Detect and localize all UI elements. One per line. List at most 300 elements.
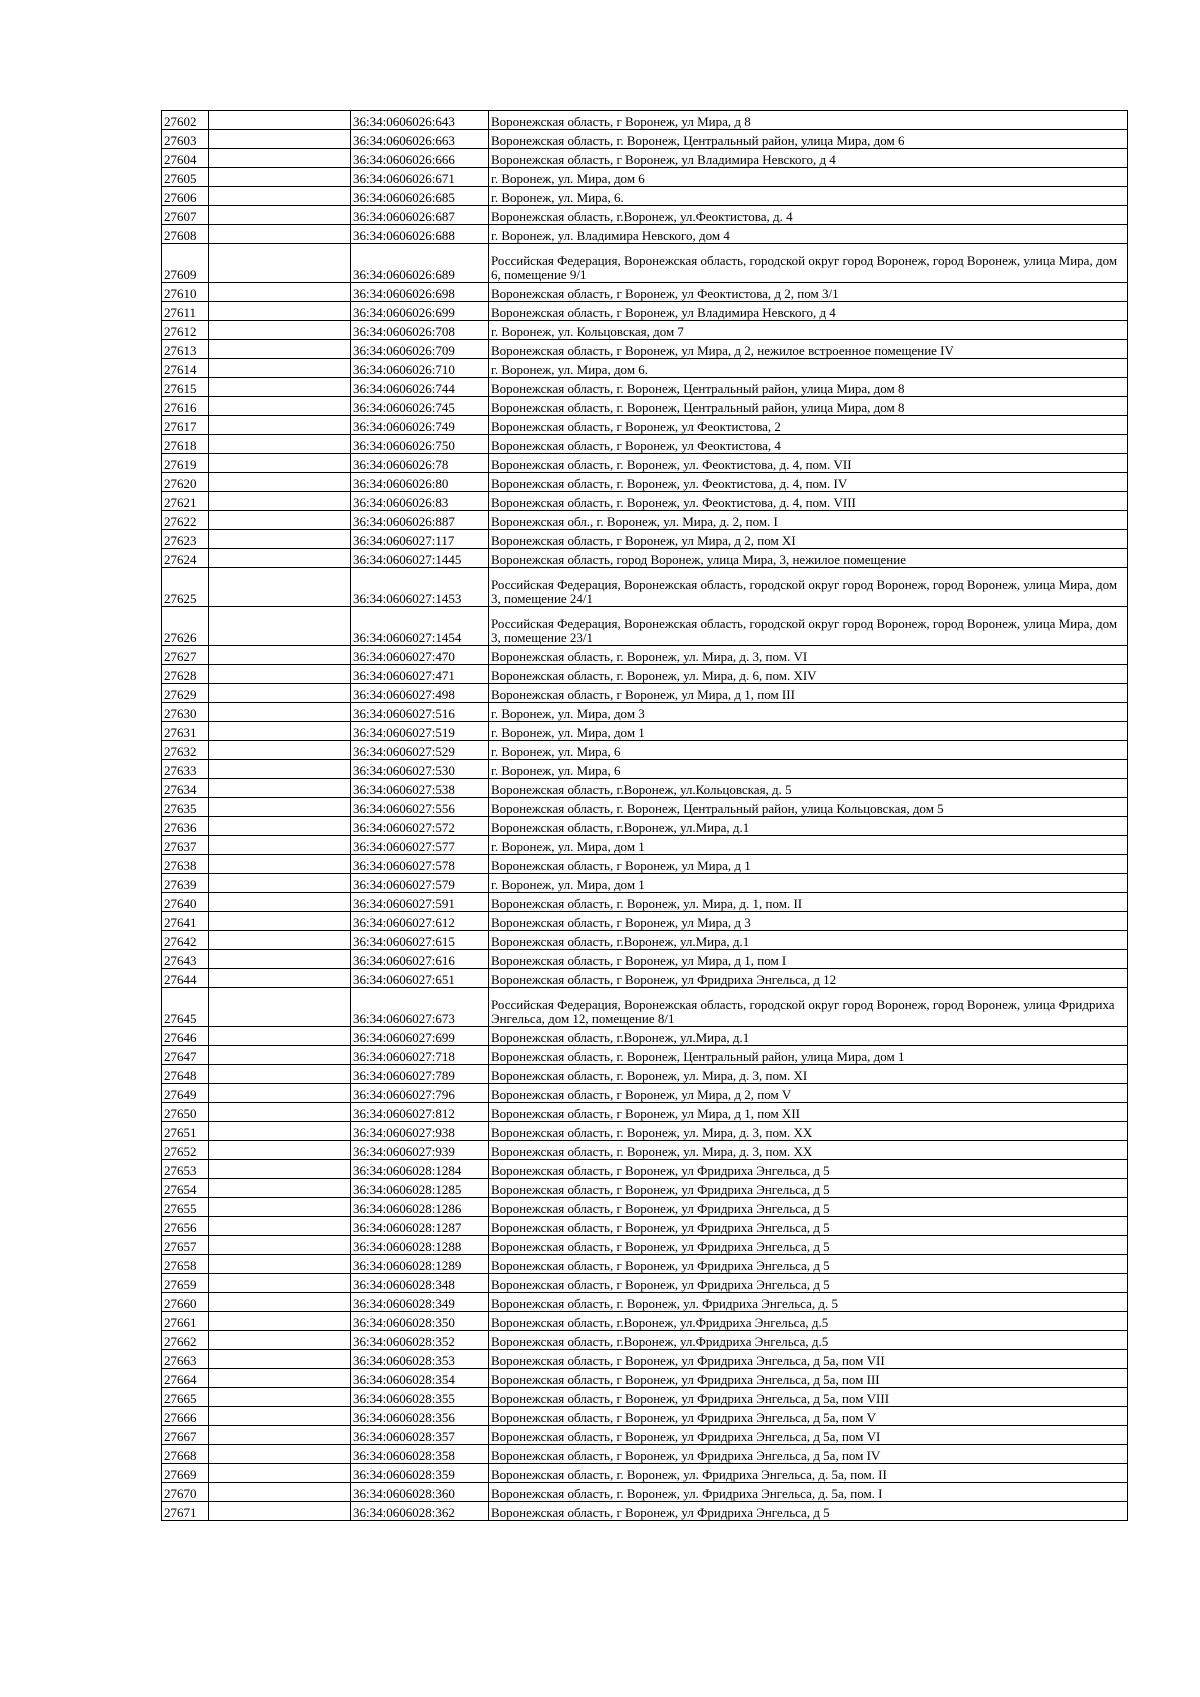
table-row <box>162 1084 1128 1103</box>
empty-cell <box>209 473 351 492</box>
table-row <box>162 836 1128 855</box>
address-cell: Воронежская область, г Воронеж, ул Фридриха Энгельса, д 5 <box>489 1236 1128 1255</box>
address-cell: Воронежская область, г Воронеж, ул Мира, д 2, пом V <box>489 1084 1128 1103</box>
empty-cell <box>209 684 351 703</box>
row-number-cell: 27643 <box>162 950 209 969</box>
address-cell: Воронежская область, г Воронеж, ул Фридриха Энгельса, д 5а, пом VII <box>489 1350 1128 1369</box>
cadastral-number-cell: 36:34:0606028:352 <box>351 1331 489 1350</box>
address-cell: Воронежская область, г. Воронеж, ул. Мира, д. 3, пом. XX <box>489 1141 1128 1160</box>
empty-cell <box>209 607 351 646</box>
address-cell: Воронежская область, г Воронеж, ул Фридриха Энгельса, д 5 <box>489 1502 1128 1521</box>
table-row <box>162 1369 1128 1388</box>
empty-cell <box>209 149 351 168</box>
table-row <box>162 607 1128 646</box>
table-row <box>162 950 1128 969</box>
address-cell: Воронежская область, г. Воронеж, Центральный район, улица Мира, дом 8 <box>489 397 1128 416</box>
address-cell: Воронежская область, г.Воронеж, ул.Мира, д.1 <box>489 931 1128 950</box>
table-row <box>162 703 1128 722</box>
address-cell: Воронежская область, г. Воронеж, ул. Мира, д. 1, пом. II <box>489 893 1128 912</box>
table-row <box>162 1065 1128 1084</box>
row-number-cell: 27634 <box>162 779 209 798</box>
table-row <box>162 397 1128 416</box>
address-cell: Воронежская область, г.Воронеж, ул.Кольцовская, д. 5 <box>489 779 1128 798</box>
cadastral-number-cell: 36:34:0606027:699 <box>351 1027 489 1046</box>
row-number-cell: 27656 <box>162 1217 209 1236</box>
table-row <box>162 1122 1128 1141</box>
row-number-cell: 27659 <box>162 1274 209 1293</box>
empty-cell <box>209 492 351 511</box>
row-number-cell: 27610 <box>162 283 209 302</box>
address-cell: Воронежская область, г Воронеж, ул Фридриха Энгельса, д 5а, пом III <box>489 1369 1128 1388</box>
address-cell: Воронежская область, г.Воронеж, ул.Фридриха Энгельса, д.5 <box>489 1331 1128 1350</box>
address-cell: Воронежская область, г. Воронеж, ул. Фридриха Энгельса, д. 5 <box>489 1293 1128 1312</box>
address-cell: г. Воронеж, ул. Мира, дом 3 <box>489 703 1128 722</box>
address-cell: Воронежская область, г Воронеж, ул Феоктистова, 2 <box>489 416 1128 435</box>
empty-cell <box>209 874 351 893</box>
table-row <box>162 530 1128 549</box>
cadastral-number-cell: 36:34:0606027:470 <box>351 646 489 665</box>
row-number-cell: 27660 <box>162 1293 209 1312</box>
address-cell: Воронежская область, г. Воронеж, ул. Феоктистова, д. 4, пом. IV <box>489 473 1128 492</box>
row-number-cell: 27662 <box>162 1331 209 1350</box>
cadastral-number-cell: 36:34:0606028:360 <box>351 1483 489 1502</box>
row-number-cell: 27623 <box>162 530 209 549</box>
row-number-cell: 27648 <box>162 1065 209 1084</box>
address-cell: Воронежская область, г Воронеж, ул Владимира Невского, д 4 <box>489 302 1128 321</box>
table-row <box>162 1179 1128 1198</box>
address-cell: Воронежская область, г. Воронеж, Центральный район, улица Мира, дом 1 <box>489 1046 1128 1065</box>
row-number-cell: 27619 <box>162 454 209 473</box>
empty-cell <box>209 1027 351 1046</box>
cadastral-number-cell: 36:34:0606026:698 <box>351 283 489 302</box>
address-cell: Воронежская область, г Воронеж, ул Мира, д 1, пом XII <box>489 1103 1128 1122</box>
row-number-cell: 27635 <box>162 798 209 817</box>
cadastral-number-cell: 36:34:0606027:578 <box>351 855 489 874</box>
empty-cell <box>209 646 351 665</box>
empty-cell <box>209 665 351 684</box>
address-cell: Воронежская область, г.Воронеж, ул.Мира, д.1 <box>489 1027 1128 1046</box>
cadastral-number-cell: 36:34:0606028:357 <box>351 1426 489 1445</box>
row-number-cell: 27630 <box>162 703 209 722</box>
table-row <box>162 1217 1128 1236</box>
row-number-cell: 27608 <box>162 225 209 244</box>
cadastral-number-cell: 36:34:0606028:362 <box>351 1502 489 1521</box>
empty-cell <box>209 1065 351 1084</box>
cadastral-number-cell: 36:34:0606027:1454 <box>351 607 489 646</box>
empty-cell <box>209 1236 351 1255</box>
cadastral-number-cell: 36:34:0606026:671 <box>351 168 489 187</box>
empty-cell <box>209 817 351 836</box>
table-row <box>162 111 1128 130</box>
table-row <box>162 874 1128 893</box>
empty-cell <box>209 855 351 874</box>
empty-cell <box>209 1407 351 1426</box>
cadastral-number-cell: 36:34:0606027:651 <box>351 969 489 988</box>
table-row <box>162 1331 1128 1350</box>
row-number-cell: 27639 <box>162 874 209 893</box>
cadastral-number-cell: 36:34:0606026:663 <box>351 130 489 149</box>
table-row <box>162 1502 1128 1521</box>
cadastral-number-cell: 36:34:0606028:1288 <box>351 1236 489 1255</box>
empty-cell <box>209 1103 351 1122</box>
table-row <box>162 1255 1128 1274</box>
cadastral-number-cell: 36:34:0606028:1284 <box>351 1160 489 1179</box>
cadastral-number-cell: 36:34:0606028:356 <box>351 1407 489 1426</box>
address-cell: Воронежская область, г Воронеж, ул Фридриха Энгельса, д 5 <box>489 1217 1128 1236</box>
address-cell: Воронежская область, г. Воронеж, ул. Мира, д. 3, пом. XI <box>489 1065 1128 1084</box>
address-cell: Российская Федерация, Воронежская область, городской округ город Воронеж, город Воронеж, улица Мира, дом 3, помещение 24/1 <box>489 568 1128 607</box>
row-number-cell: 27667 <box>162 1426 209 1445</box>
cadastral-number-cell: 36:34:0606026:83 <box>351 492 489 511</box>
row-number-cell: 27628 <box>162 665 209 684</box>
address-cell: Воронежская область, г. Воронеж, Центральный район, улица Мира, дом 8 <box>489 378 1128 397</box>
empty-cell <box>209 760 351 779</box>
row-number-cell: 27650 <box>162 1103 209 1122</box>
row-number-cell: 27658 <box>162 1255 209 1274</box>
row-number-cell: 27638 <box>162 855 209 874</box>
row-number-cell: 27602 <box>162 111 209 130</box>
address-cell: Воронежская область, г Воронеж, ул Фридриха Энгельса, д 5 <box>489 1198 1128 1217</box>
cadastral-number-cell: 36:34:0606026:749 <box>351 416 489 435</box>
register-body <box>162 111 1128 1521</box>
address-cell: Воронежская область, г Воронеж, ул Фридриха Энгельса, д 12 <box>489 969 1128 988</box>
cadastral-number-cell: 36:34:0606027:796 <box>351 1084 489 1103</box>
address-cell: Воронежская область, г Воронеж, ул Феоктистова, 4 <box>489 435 1128 454</box>
address-cell: г. Воронеж, ул. Кольцовская, дом 7 <box>489 321 1128 340</box>
row-number-cell: 27654 <box>162 1179 209 1198</box>
row-number-cell: 27632 <box>162 741 209 760</box>
cadastral-number-cell: 36:34:0606027:117 <box>351 530 489 549</box>
table-row <box>162 1388 1128 1407</box>
table-row <box>162 1312 1128 1331</box>
cadastral-number-cell: 36:34:0606026:709 <box>351 340 489 359</box>
table-row <box>162 1407 1128 1426</box>
table-row <box>162 283 1128 302</box>
row-number-cell: 27622 <box>162 511 209 530</box>
empty-cell <box>209 1483 351 1502</box>
cadastral-number-cell: 36:34:0606028:1287 <box>351 1217 489 1236</box>
row-number-cell: 27624 <box>162 549 209 568</box>
table-row <box>162 340 1128 359</box>
empty-cell <box>209 893 351 912</box>
table-row <box>162 1046 1128 1065</box>
address-cell: Воронежская область, г. Воронеж, ул. Феоктистова, д. 4, пом. VII <box>489 454 1128 473</box>
table-row <box>162 1027 1128 1046</box>
row-number-cell: 27642 <box>162 931 209 950</box>
empty-cell <box>209 1160 351 1179</box>
table-row <box>162 722 1128 741</box>
empty-cell <box>209 1198 351 1217</box>
empty-cell <box>209 931 351 950</box>
row-number-cell: 27647 <box>162 1046 209 1065</box>
table-row <box>162 225 1128 244</box>
cadastral-number-cell: 36:34:0606027:1453 <box>351 568 489 607</box>
cadastral-number-cell: 36:34:0606026:78 <box>351 454 489 473</box>
row-number-cell: 27670 <box>162 1483 209 1502</box>
empty-cell <box>209 530 351 549</box>
empty-cell <box>209 988 351 1027</box>
row-number-cell: 27629 <box>162 684 209 703</box>
cadastral-number-cell: 36:34:0606027:612 <box>351 912 489 931</box>
row-number-cell: 27616 <box>162 397 209 416</box>
row-number-cell: 27646 <box>162 1027 209 1046</box>
cadastral-number-cell: 36:34:0606027:939 <box>351 1141 489 1160</box>
row-number-cell: 27653 <box>162 1160 209 1179</box>
address-cell: г. Воронеж, ул. Мира, 6 <box>489 760 1128 779</box>
row-number-cell: 27651 <box>162 1122 209 1141</box>
address-cell: Воронежская область, г. Воронеж, ул. Фридриха Энгельса, д. 5а, пом. II <box>489 1464 1128 1483</box>
cadastral-number-cell: 36:34:0606026:750 <box>351 435 489 454</box>
address-cell: Воронежская область, г. Воронеж, ул. Феоктистова, д. 4, пом. VIII <box>489 492 1128 511</box>
empty-cell <box>209 1293 351 1312</box>
address-cell: Воронежская область, г Воронеж, ул Мира, д 1, пом III <box>489 684 1128 703</box>
table-row <box>162 187 1128 206</box>
row-number-cell: 27615 <box>162 378 209 397</box>
cadastral-number-cell: 36:34:0606027:519 <box>351 722 489 741</box>
cadastral-number-cell: 36:34:0606028:349 <box>351 1293 489 1312</box>
address-cell: Воронежская область, г Воронеж, ул Мира, д 3 <box>489 912 1128 931</box>
cadastral-number-cell: 36:34:0606027:789 <box>351 1065 489 1084</box>
table-row <box>162 302 1128 321</box>
empty-cell <box>209 1084 351 1103</box>
row-number-cell: 27664 <box>162 1369 209 1388</box>
cadastral-number-cell: 36:34:0606027:471 <box>351 665 489 684</box>
row-number-cell: 27607 <box>162 206 209 225</box>
empty-cell <box>209 111 351 130</box>
address-cell: Воронежская область, г. Воронеж, ул. Мира, д. 3, пом. XX <box>489 1122 1128 1141</box>
empty-cell <box>209 359 351 378</box>
address-cell: Воронежская область, г Воронеж, ул Мира, д 1, пом I <box>489 950 1128 969</box>
address-cell: Воронежская область, г Воронеж, ул Фридриха Энгельса, д 5а, пом VIII <box>489 1388 1128 1407</box>
table-row <box>162 912 1128 931</box>
cadastral-number-cell: 36:34:0606027:616 <box>351 950 489 969</box>
empty-cell <box>209 1369 351 1388</box>
address-cell: Воронежская область, г Воронеж, ул Мира, д 8 <box>489 111 1128 130</box>
table-row <box>162 1293 1128 1312</box>
table-row <box>162 779 1128 798</box>
address-cell: г. Воронеж, ул. Мира, дом 1 <box>489 722 1128 741</box>
address-cell: Воронежская область, город Воронеж, улица Мира, 3, нежилое помещение <box>489 549 1128 568</box>
address-cell: Воронежская область, г Воронеж, ул Феоктистова, д 2, пом 3/1 <box>489 283 1128 302</box>
address-cell: г. Воронеж, ул. Мира, 6. <box>489 187 1128 206</box>
row-number-cell: 27655 <box>162 1198 209 1217</box>
row-number-cell: 27627 <box>162 646 209 665</box>
row-number-cell: 27609 <box>162 244 209 283</box>
table-row <box>162 321 1128 340</box>
cadastral-number-cell: 36:34:0606027:938 <box>351 1122 489 1141</box>
row-number-cell: 27633 <box>162 760 209 779</box>
address-cell: Воронежская область, г. Воронеж, Центральный район, улица Кольцовская, дом 5 <box>489 798 1128 817</box>
table-row <box>162 492 1128 511</box>
row-number-cell: 27611 <box>162 302 209 321</box>
cadastral-number-cell: 36:34:0606027:556 <box>351 798 489 817</box>
cadastral-number-cell: 36:34:0606027:1445 <box>351 549 489 568</box>
cadastral-number-cell: 36:34:0606026:687 <box>351 206 489 225</box>
cadastral-number-cell: 36:34:0606026:708 <box>351 321 489 340</box>
empty-cell <box>209 435 351 454</box>
empty-cell <box>209 1255 351 1274</box>
table-row <box>162 435 1128 454</box>
address-cell: Российская Федерация, Воронежская область, городской округ город Воронеж, город Воронеж, улица Фридриха Энгельса, дом 12, помещение 8/1 <box>489 988 1128 1027</box>
row-number-cell: 27636 <box>162 817 209 836</box>
cadastral-number-cell: 36:34:0606027:615 <box>351 931 489 950</box>
row-number-cell: 27621 <box>162 492 209 511</box>
row-number-cell: 27645 <box>162 988 209 1027</box>
row-number-cell: 27665 <box>162 1388 209 1407</box>
cadastral-number-cell: 36:34:0606026:666 <box>351 149 489 168</box>
empty-cell <box>209 206 351 225</box>
empty-cell <box>209 1502 351 1521</box>
row-number-cell: 27613 <box>162 340 209 359</box>
empty-cell <box>209 549 351 568</box>
address-cell: Воронежская область, г.Воронеж, ул.Фридриха Энгельса, д.5 <box>489 1312 1128 1331</box>
row-number-cell: 27605 <box>162 168 209 187</box>
empty-cell <box>209 416 351 435</box>
cadastral-number-cell: 36:34:0606027:577 <box>351 836 489 855</box>
row-number-cell: 27618 <box>162 435 209 454</box>
cadastral-number-cell: 36:34:0606027:516 <box>351 703 489 722</box>
cadastral-number-cell: 36:34:0606027:530 <box>351 760 489 779</box>
empty-cell <box>209 302 351 321</box>
table-row <box>162 416 1128 435</box>
empty-cell <box>209 168 351 187</box>
empty-cell <box>209 1274 351 1293</box>
empty-cell <box>209 912 351 931</box>
cadastral-number-cell: 36:34:0606027:579 <box>351 874 489 893</box>
table-row <box>162 1160 1128 1179</box>
row-number-cell: 27631 <box>162 722 209 741</box>
empty-cell <box>209 1217 351 1236</box>
table-row <box>162 473 1128 492</box>
table-row <box>162 931 1128 950</box>
empty-cell <box>209 340 351 359</box>
table-row <box>162 855 1128 874</box>
cadastral-number-cell: 36:34:0606027:718 <box>351 1046 489 1065</box>
empty-cell <box>209 1445 351 1464</box>
table-row <box>162 511 1128 530</box>
empty-cell <box>209 836 351 855</box>
empty-cell <box>209 1350 351 1369</box>
row-number-cell: 27625 <box>162 568 209 607</box>
cadastral-number-cell: 36:34:0606026:744 <box>351 378 489 397</box>
cadastral-number-cell: 36:34:0606026:80 <box>351 473 489 492</box>
cadastral-number-cell: 36:34:0606027:572 <box>351 817 489 836</box>
table-row <box>162 988 1128 1027</box>
address-cell: Воронежская область, г Воронеж, ул Мира, д 2, нежилое встроенное помещение IV <box>489 340 1128 359</box>
empty-cell <box>209 1331 351 1350</box>
row-number-cell: 27666 <box>162 1407 209 1426</box>
table-row <box>162 130 1128 149</box>
cadastral-number-cell: 36:34:0606027:812 <box>351 1103 489 1122</box>
empty-cell <box>209 1122 351 1141</box>
row-number-cell: 27603 <box>162 130 209 149</box>
table-row <box>162 1103 1128 1122</box>
row-number-cell: 27663 <box>162 1350 209 1369</box>
table-row <box>162 1445 1128 1464</box>
address-cell: Воронежская область, г. Воронеж, ул. Фридриха Энгельса, д. 5а, пом. I <box>489 1483 1128 1502</box>
table-row <box>162 741 1128 760</box>
table-row <box>162 1141 1128 1160</box>
empty-cell <box>209 950 351 969</box>
cadastral-number-cell: 36:34:0606028:355 <box>351 1388 489 1407</box>
address-cell: Воронежская область, г Воронеж, ул Фридриха Энгельса, д 5 <box>489 1255 1128 1274</box>
address-cell: Воронежская область, г Воронеж, ул Фридриха Энгельса, д 5а, пом VI <box>489 1426 1128 1445</box>
address-cell: г. Воронеж, ул. Мира, 6 <box>489 741 1128 760</box>
row-number-cell: 27671 <box>162 1502 209 1521</box>
address-cell: г. Воронеж, ул. Мира, дом 6 <box>489 168 1128 187</box>
address-cell: Российская Федерация, Воронежская область, городской округ город Воронеж, город Воронеж, улица Мира, дом 3, помещение 23/1 <box>489 607 1128 646</box>
empty-cell <box>209 187 351 206</box>
table-row <box>162 1350 1128 1369</box>
table-row <box>162 206 1128 225</box>
row-number-cell: 27604 <box>162 149 209 168</box>
row-number-cell: 27637 <box>162 836 209 855</box>
empty-cell <box>209 1312 351 1331</box>
table-row <box>162 893 1128 912</box>
cadastral-number-cell: 36:34:0606028:353 <box>351 1350 489 1369</box>
cadastral-number-cell: 36:34:0606027:529 <box>351 741 489 760</box>
address-cell: Воронежская область, г Воронеж, ул Фридриха Энгельса, д 5 <box>489 1179 1128 1198</box>
empty-cell <box>209 568 351 607</box>
cadastral-number-cell: 36:34:0606027:591 <box>351 893 489 912</box>
empty-cell <box>209 969 351 988</box>
row-number-cell: 27652 <box>162 1141 209 1160</box>
row-number-cell: 27644 <box>162 969 209 988</box>
cadastral-number-cell: 36:34:0606027:538 <box>351 779 489 798</box>
row-number-cell: 27640 <box>162 893 209 912</box>
cadastral-number-cell: 36:34:0606026:699 <box>351 302 489 321</box>
address-cell: г. Воронеж, ул. Мира, дом 1 <box>489 836 1128 855</box>
empty-cell <box>209 283 351 302</box>
table-row <box>162 149 1128 168</box>
empty-cell <box>209 1179 351 1198</box>
row-number-cell: 27657 <box>162 1236 209 1255</box>
table-row <box>162 1274 1128 1293</box>
row-number-cell: 27626 <box>162 607 209 646</box>
table-row <box>162 1198 1128 1217</box>
empty-cell <box>209 244 351 283</box>
cadastral-number-cell: 36:34:0606028:358 <box>351 1445 489 1464</box>
table-row <box>162 817 1128 836</box>
cadastral-number-cell: 36:34:0606026:710 <box>351 359 489 378</box>
row-number-cell: 27668 <box>162 1445 209 1464</box>
row-number-cell: 27617 <box>162 416 209 435</box>
address-cell: Воронежская область, г.Воронеж, ул.Мира, д.1 <box>489 817 1128 836</box>
table-row <box>162 684 1128 703</box>
empty-cell <box>209 397 351 416</box>
table-row <box>162 1236 1128 1255</box>
table-row <box>162 1483 1128 1502</box>
cadastral-number-cell: 36:34:0606028:359 <box>351 1464 489 1483</box>
address-cell: Российская Федерация, Воронежская область, городской округ город Воронеж, город Воронеж, улица Мира, дом 6, помещение 9/1 <box>489 244 1128 283</box>
row-number-cell: 27606 <box>162 187 209 206</box>
cadastral-number-cell: 36:34:0606028:354 <box>351 1369 489 1388</box>
cadastral-number-cell: 36:34:0606028:350 <box>351 1312 489 1331</box>
table-row <box>162 378 1128 397</box>
address-cell: Воронежская область, г Воронеж, ул Фридриха Энгельса, д 5а, пом IV <box>489 1445 1128 1464</box>
empty-cell <box>209 798 351 817</box>
empty-cell <box>209 1464 351 1483</box>
table-row <box>162 969 1128 988</box>
row-number-cell: 27669 <box>162 1464 209 1483</box>
table-row <box>162 1426 1128 1445</box>
table-row <box>162 1464 1128 1483</box>
address-cell: Воронежская область, г. Воронеж, ул. Мира, д. 6, пом. XIV <box>489 665 1128 684</box>
table-row <box>162 665 1128 684</box>
cadastral-number-cell: 36:34:0606027:498 <box>351 684 489 703</box>
address-cell: Воронежская область, г Воронеж, ул Фридриха Энгельса, д 5 <box>489 1274 1128 1293</box>
table-row <box>162 359 1128 378</box>
